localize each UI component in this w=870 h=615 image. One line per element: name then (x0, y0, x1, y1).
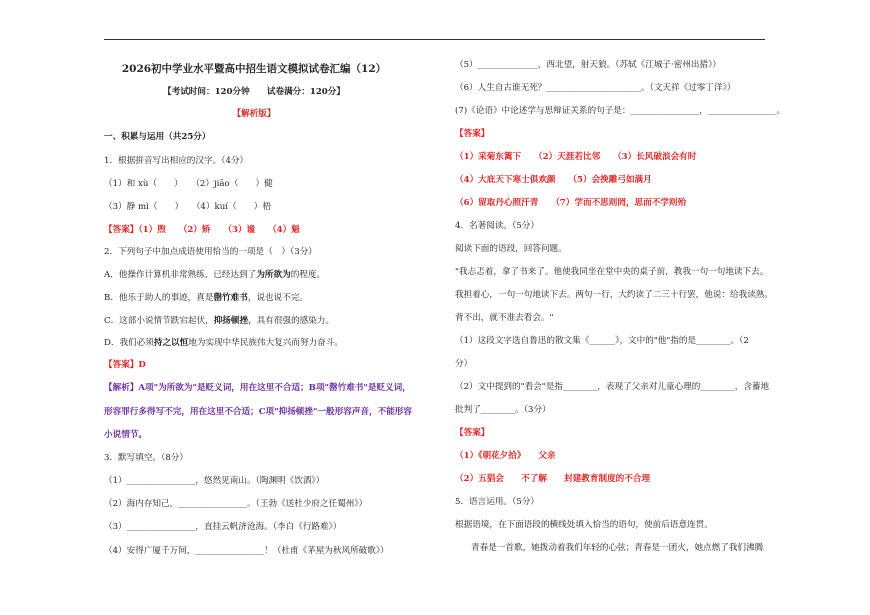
question-3-item-7: (7)《论语》中论述学与思辩证关系的句子是：________________，________________。 (455, 106, 786, 116)
question-4-answer-label: 【答案】 (455, 428, 490, 438)
question-1-answer: 【答案】（1）煦 （2）矫 （3）谧 （4）魁 (104, 225, 300, 235)
question-4-sub-2-cont: 批判了________。（3分） (455, 405, 551, 415)
question-4-sub-1: （1）这段文字选自鲁迅的散文集《______》，文中的"他"指的是________。（2 (455, 336, 749, 346)
question-3-answer-line-1: （1）采菊东篱下 （2）天涯若比邻 （3）长风破浪会有时 (455, 152, 697, 162)
question-1: 1．根据拼音写出相应的汉字。（4分） (104, 156, 249, 166)
question-1-row-1: （1）和 xù（ ） （2）jiāo（ ）健 (104, 179, 273, 189)
question-5: 5．语言运用。（5分） (455, 497, 539, 507)
question-2-option-b: B．他乐于助人的事迹，真是罄竹难书，说也说不完。 (104, 293, 309, 303)
question-4-sub-2: （2）文中提到的"看会"是指________，表现了父亲对儿童心理的________，含蓄地 (455, 382, 770, 392)
version-label: 【解析版】 (232, 109, 276, 119)
question-5-intro: 根据语境，在下面语段的横线处填入恰当的语句，使前后语意连贯。 (455, 520, 713, 530)
question-2-option-a: A．他操作计算机非常熟练，已经达到了为所欲为的程度。 (104, 270, 326, 280)
question-2-option-c: C．这部小说情节跌宕起伏，抑扬顿挫，具有很强的感染力。 (104, 316, 335, 326)
question-3-item-6: （6）人生自古谁无死？______________________。（文天祥《过零丁洋》） (455, 83, 736, 93)
marked-idiom: 抑扬顿挫 (213, 316, 249, 326)
question-2-analysis-line-2: 形容罪行多得写不完，用在这里不合适；C项"抑扬顿挫"一般形容声音，不能形容 (104, 407, 412, 417)
exam-info: 【考试时间：120分钟 试卷满分：120分】 (163, 87, 345, 97)
marked-idiom: 持之以恒 (153, 338, 189, 348)
question-3: 3．默写填空。（8分） (104, 453, 188, 463)
question-3-item-2: （2）海内存知己，________________。（王勃《送杜少府之任蜀州》） (104, 499, 368, 509)
question-4-answer-line-2: （2）五猖会 不了解 封建教育制度的不合理 (455, 474, 651, 484)
reading-passage-line-3: 背不出，就不准去看会。" (455, 313, 554, 323)
question-5-passage-line-1: 青春是一首歌，她拨动着我们年轻的心弦；青春是一团火，她点燃了我们沸腾 (471, 543, 764, 553)
question-3-item-3: （3）________________，直挂云帆济沧海。（李白《行路难》） (104, 522, 342, 532)
question-3-answer-label: 【答案】 (455, 129, 490, 139)
question-4-sub-1-cont: 分） (455, 359, 473, 369)
left-column (104, 0, 412, 615)
question-2-analysis-line-3: 小说情节。 (104, 430, 147, 440)
question-2-analysis-line-1: 【解析】A项"为所欲为"是贬义词，用在这里不合适；B项"罄竹难书"是贬义词， (104, 383, 411, 393)
marked-idiom: 为所欲为 (256, 270, 291, 280)
question-3-item-4: （4）安得广厦千万间，________________！（杜甫《茅屋为秋风所破歌》） (104, 546, 389, 556)
section-heading: 一、积累与运用（共25分） (104, 132, 211, 142)
question-2-option-d: D．我们必须持之以恒地为实现中华民族伟大复兴而努力奋斗。 (104, 338, 343, 348)
question-4: 4．名著阅读。（5分） (455, 221, 539, 231)
question-4-answer-line-1: （1）《朝花夕拾》 父亲 (455, 451, 556, 461)
reading-passage-line-2: 我担着心，一句一句地读下去。两句一行，大约读了二三十行罢，他说：给我读熟。 (455, 290, 773, 300)
page-title: 2026初中学业水平暨高中招生语文模拟试卷汇编（12） (121, 63, 387, 75)
marked-idiom: 罄竹难书 (213, 293, 248, 303)
right-column (455, 0, 786, 615)
question-2-answer: 【答案】D (104, 360, 146, 370)
question-2: 2．下列句子中加点成语使用恰当的一项是（ ）（3分） (104, 247, 317, 257)
reading-passage-line-1: "我忐忑着，拿了书来了。他使我同坐在堂中央的桌子前，教我一句一句地读下去。 (455, 267, 769, 277)
question-4-intro: 阅读下面的语段，回答问题。 (455, 244, 567, 254)
question-3-item-5: （5）______________，西北望，射天狼。（苏轼《江城子·密州出猎》） (455, 60, 722, 70)
question-3-answer-line-2: （4）大庇天下寒士俱欢颜 （5）会挽雕弓如满月 (455, 175, 652, 185)
question-3-answer-line-3: （6）留取丹心照汗青 （7）学而不思则罔，思而不学则殆 (455, 198, 687, 208)
question-1-row-2: （3）静 mì（ ） （4）kuí（ ）梧 (104, 202, 271, 212)
question-3-item-1: （1）________________，悠然见南山。（陶渊明《饮酒》） (104, 476, 325, 486)
